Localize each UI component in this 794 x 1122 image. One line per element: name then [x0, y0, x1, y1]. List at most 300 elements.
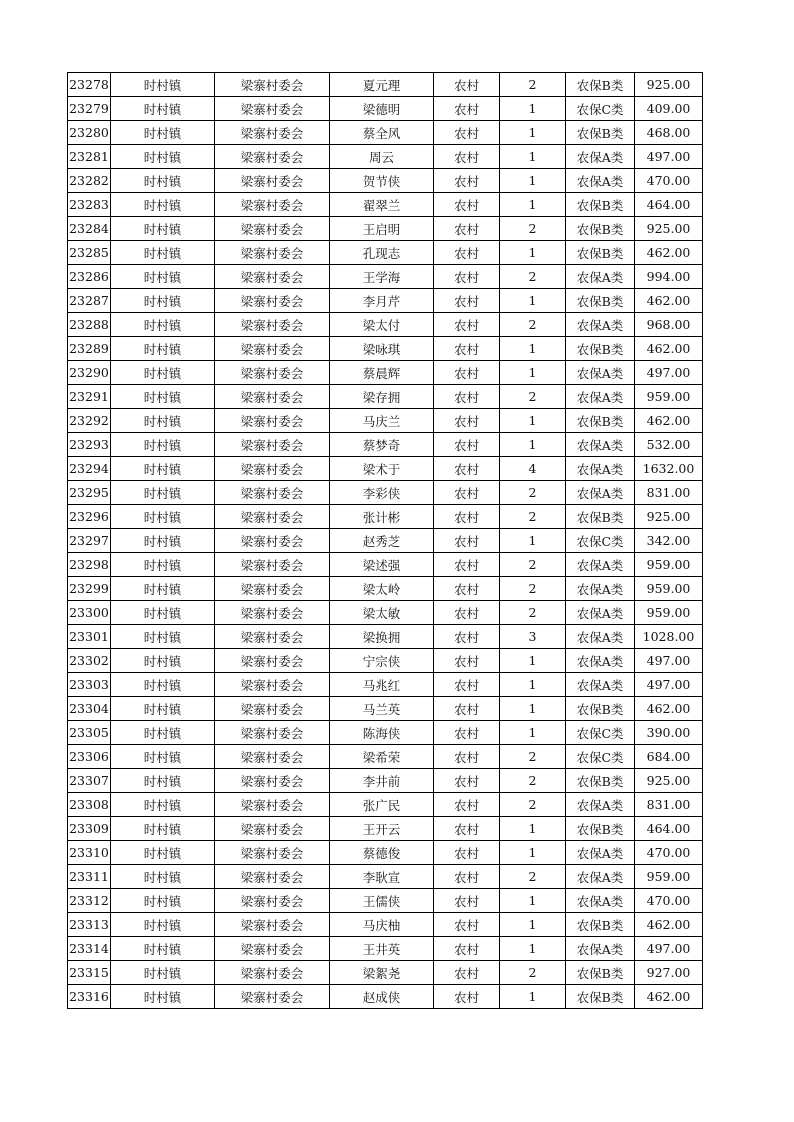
member-count-cell: 1 [500, 913, 566, 937]
village-committee-cell: 梁寨村委会 [215, 409, 330, 433]
household-type-cell: 农村 [434, 553, 500, 577]
town-cell: 时村镇 [111, 73, 215, 97]
record-id-cell: 23293 [68, 433, 111, 457]
table-row [68, 793, 703, 817]
town-cell: 时村镇 [111, 433, 215, 457]
village-committee-cell: 梁寨村委会 [215, 457, 330, 481]
record-id-cell: 23287 [68, 289, 111, 313]
record-id-cell: 23303 [68, 673, 111, 697]
insurance-category-cell: 农保C类 [566, 97, 635, 121]
member-count-cell: 1 [500, 193, 566, 217]
insurance-category-cell: 农保B类 [566, 217, 635, 241]
insurance-category-cell: 农保B类 [566, 73, 635, 97]
person-name-cell: 梁咏琪 [330, 337, 434, 361]
household-type-cell: 农村 [434, 457, 500, 481]
town-cell: 时村镇 [111, 121, 215, 145]
amount-cell: 497.00 [635, 673, 703, 697]
member-count-cell: 2 [500, 265, 566, 289]
village-committee-cell: 梁寨村委会 [215, 985, 330, 1009]
table-row [68, 745, 703, 769]
household-type-cell: 农村 [434, 265, 500, 289]
amount-cell: 470.00 [635, 841, 703, 865]
person-name-cell: 蔡晨辉 [330, 361, 434, 385]
member-count-cell: 1 [500, 985, 566, 1009]
household-type-cell: 农村 [434, 529, 500, 553]
table-row [68, 361, 703, 385]
household-type-cell: 农村 [434, 937, 500, 961]
village-committee-cell: 梁寨村委会 [215, 289, 330, 313]
amount-cell: 925.00 [635, 505, 703, 529]
household-type-cell: 农村 [434, 73, 500, 97]
person-name-cell: 梁希荣 [330, 745, 434, 769]
town-cell: 时村镇 [111, 841, 215, 865]
person-name-cell: 翟翠兰 [330, 193, 434, 217]
member-count-cell: 2 [500, 505, 566, 529]
record-id-cell: 23311 [68, 865, 111, 889]
town-cell: 时村镇 [111, 337, 215, 361]
amount-cell: 497.00 [635, 937, 703, 961]
insurance-category-cell: 农保B类 [566, 913, 635, 937]
table-row [68, 937, 703, 961]
person-name-cell: 李彩侠 [330, 481, 434, 505]
amount-cell: 497.00 [635, 649, 703, 673]
member-count-cell: 1 [500, 145, 566, 169]
member-count-cell: 1 [500, 697, 566, 721]
table-row [68, 865, 703, 889]
record-id-cell: 23315 [68, 961, 111, 985]
amount-cell: 831.00 [635, 481, 703, 505]
insurance-category-cell: 农保B类 [566, 409, 635, 433]
insurance-category-cell: 农保B类 [566, 193, 635, 217]
village-committee-cell: 梁寨村委会 [215, 913, 330, 937]
person-name-cell: 周云 [330, 145, 434, 169]
person-name-cell: 张广民 [330, 793, 434, 817]
record-id-cell: 23286 [68, 265, 111, 289]
member-count-cell: 1 [500, 169, 566, 193]
amount-cell: 464.00 [635, 817, 703, 841]
record-id-cell: 23279 [68, 97, 111, 121]
table-row [68, 625, 703, 649]
person-name-cell: 李月芹 [330, 289, 434, 313]
town-cell: 时村镇 [111, 217, 215, 241]
town-cell: 时村镇 [111, 529, 215, 553]
member-count-cell: 2 [500, 73, 566, 97]
insurance-category-cell: 农保A类 [566, 385, 635, 409]
table-row [68, 385, 703, 409]
record-id-cell: 23291 [68, 385, 111, 409]
member-count-cell: 2 [500, 865, 566, 889]
village-committee-cell: 梁寨村委会 [215, 337, 330, 361]
record-id-cell: 23300 [68, 601, 111, 625]
table-body [68, 73, 703, 1009]
insurance-category-cell: 农保B类 [566, 241, 635, 265]
amount-cell: 1632.00 [635, 457, 703, 481]
village-committee-cell: 梁寨村委会 [215, 601, 330, 625]
village-committee-cell: 梁寨村委会 [215, 817, 330, 841]
town-cell: 时村镇 [111, 169, 215, 193]
household-type-cell: 农村 [434, 169, 500, 193]
amount-cell: 497.00 [635, 361, 703, 385]
person-name-cell: 马庆柚 [330, 913, 434, 937]
insurance-category-cell: 农保A类 [566, 145, 635, 169]
village-committee-cell: 梁寨村委会 [215, 577, 330, 601]
person-name-cell: 孔现志 [330, 241, 434, 265]
village-committee-cell: 梁寨村委会 [215, 217, 330, 241]
town-cell: 时村镇 [111, 577, 215, 601]
town-cell: 时村镇 [111, 505, 215, 529]
insurance-category-cell: 农保A类 [566, 313, 635, 337]
village-committee-cell: 梁寨村委会 [215, 385, 330, 409]
table-row [68, 457, 703, 481]
insurance-category-cell: 农保B类 [566, 961, 635, 985]
household-type-cell: 农村 [434, 793, 500, 817]
household-type-cell: 农村 [434, 193, 500, 217]
village-committee-cell: 梁寨村委会 [215, 505, 330, 529]
town-cell: 时村镇 [111, 769, 215, 793]
record-id-cell: 23278 [68, 73, 111, 97]
household-type-cell: 农村 [434, 769, 500, 793]
insurance-category-cell: 农保A类 [566, 169, 635, 193]
household-type-cell: 农村 [434, 601, 500, 625]
household-type-cell: 农村 [434, 409, 500, 433]
village-committee-cell: 梁寨村委会 [215, 265, 330, 289]
amount-cell: 409.00 [635, 97, 703, 121]
table-row [68, 673, 703, 697]
member-count-cell: 2 [500, 385, 566, 409]
table-row [68, 73, 703, 97]
record-id-cell: 23295 [68, 481, 111, 505]
town-cell: 时村镇 [111, 673, 215, 697]
insurance-category-cell: 农保A类 [566, 553, 635, 577]
record-id-cell: 23316 [68, 985, 111, 1009]
record-id-cell: 23314 [68, 937, 111, 961]
household-type-cell: 农村 [434, 721, 500, 745]
town-cell: 时村镇 [111, 697, 215, 721]
table-row [68, 553, 703, 577]
record-id-cell: 23283 [68, 193, 111, 217]
table-row [68, 217, 703, 241]
town-cell: 时村镇 [111, 553, 215, 577]
amount-cell: 468.00 [635, 121, 703, 145]
household-type-cell: 农村 [434, 649, 500, 673]
table-row [68, 889, 703, 913]
person-name-cell: 梁德明 [330, 97, 434, 121]
village-committee-cell: 梁寨村委会 [215, 361, 330, 385]
member-count-cell: 2 [500, 601, 566, 625]
table-row [68, 313, 703, 337]
household-type-cell: 农村 [434, 289, 500, 313]
record-id-cell: 23302 [68, 649, 111, 673]
table-row [68, 193, 703, 217]
table-row [68, 337, 703, 361]
person-name-cell: 李井前 [330, 769, 434, 793]
person-name-cell: 蔡梦奇 [330, 433, 434, 457]
person-name-cell: 贺节侠 [330, 169, 434, 193]
insurance-category-cell: 农保A类 [566, 433, 635, 457]
person-name-cell: 梁太付 [330, 313, 434, 337]
household-type-cell: 农村 [434, 217, 500, 241]
table-row [68, 529, 703, 553]
record-id-cell: 23280 [68, 121, 111, 145]
town-cell: 时村镇 [111, 97, 215, 121]
insurance-category-cell: 农保B类 [566, 505, 635, 529]
record-id-cell: 23310 [68, 841, 111, 865]
household-type-cell: 农村 [434, 865, 500, 889]
amount-cell: 342.00 [635, 529, 703, 553]
town-cell: 时村镇 [111, 409, 215, 433]
amount-cell: 927.00 [635, 961, 703, 985]
person-name-cell: 王儒侠 [330, 889, 434, 913]
member-count-cell: 1 [500, 937, 566, 961]
amount-cell: 497.00 [635, 145, 703, 169]
amount-cell: 959.00 [635, 553, 703, 577]
person-name-cell: 宁宗侠 [330, 649, 434, 673]
record-id-cell: 23294 [68, 457, 111, 481]
village-committee-cell: 梁寨村委会 [215, 673, 330, 697]
insurance-category-cell: 农保A类 [566, 793, 635, 817]
amount-cell: 1028.00 [635, 625, 703, 649]
village-committee-cell: 梁寨村委会 [215, 793, 330, 817]
table-row [68, 121, 703, 145]
village-committee-cell: 梁寨村委会 [215, 745, 330, 769]
amount-cell: 464.00 [635, 193, 703, 217]
household-type-cell: 农村 [434, 145, 500, 169]
amount-cell: 959.00 [635, 577, 703, 601]
person-name-cell: 陈海侠 [330, 721, 434, 745]
person-name-cell: 赵秀芝 [330, 529, 434, 553]
insurance-category-cell: 农保B类 [566, 289, 635, 313]
village-committee-cell: 梁寨村委会 [215, 97, 330, 121]
household-type-cell: 农村 [434, 985, 500, 1009]
village-committee-cell: 梁寨村委会 [215, 241, 330, 265]
insurance-category-cell: 农保A类 [566, 649, 635, 673]
household-type-cell: 农村 [434, 121, 500, 145]
household-type-cell: 农村 [434, 313, 500, 337]
person-name-cell: 马兆红 [330, 673, 434, 697]
insurance-category-cell: 农保A类 [566, 625, 635, 649]
table-row [68, 649, 703, 673]
insurance-category-cell: 农保A类 [566, 937, 635, 961]
record-id-cell: 23285 [68, 241, 111, 265]
person-name-cell: 赵成侠 [330, 985, 434, 1009]
table-row [68, 409, 703, 433]
insurance-category-cell: 农保C类 [566, 745, 635, 769]
household-type-cell: 农村 [434, 841, 500, 865]
town-cell: 时村镇 [111, 145, 215, 169]
amount-cell: 470.00 [635, 889, 703, 913]
village-committee-cell: 梁寨村委会 [215, 313, 330, 337]
insurance-category-cell: 农保C类 [566, 721, 635, 745]
town-cell: 时村镇 [111, 721, 215, 745]
town-cell: 时村镇 [111, 385, 215, 409]
village-committee-cell: 梁寨村委会 [215, 697, 330, 721]
record-id-cell: 23289 [68, 337, 111, 361]
village-committee-cell: 梁寨村委会 [215, 721, 330, 745]
table-row [68, 433, 703, 457]
town-cell: 时村镇 [111, 193, 215, 217]
village-committee-cell: 梁寨村委会 [215, 169, 330, 193]
village-committee-cell: 梁寨村委会 [215, 529, 330, 553]
amount-cell: 462.00 [635, 913, 703, 937]
town-cell: 时村镇 [111, 457, 215, 481]
table-row [68, 841, 703, 865]
village-committee-cell: 梁寨村委会 [215, 625, 330, 649]
household-type-cell: 农村 [434, 481, 500, 505]
household-type-cell: 农村 [434, 337, 500, 361]
town-cell: 时村镇 [111, 289, 215, 313]
person-name-cell: 梁太岭 [330, 577, 434, 601]
table-row [68, 769, 703, 793]
amount-cell: 462.00 [635, 289, 703, 313]
member-count-cell: 2 [500, 745, 566, 769]
town-cell: 时村镇 [111, 745, 215, 769]
village-committee-cell: 梁寨村委会 [215, 553, 330, 577]
table-row [68, 961, 703, 985]
household-type-cell: 农村 [434, 361, 500, 385]
person-name-cell: 蔡全风 [330, 121, 434, 145]
village-committee-cell: 梁寨村委会 [215, 121, 330, 145]
person-name-cell: 梁太敏 [330, 601, 434, 625]
town-cell: 时村镇 [111, 649, 215, 673]
member-count-cell: 1 [500, 841, 566, 865]
record-id-cell: 23299 [68, 577, 111, 601]
household-type-cell: 农村 [434, 625, 500, 649]
table-row [68, 505, 703, 529]
member-count-cell: 1 [500, 289, 566, 313]
village-committee-cell: 梁寨村委会 [215, 961, 330, 985]
insurance-category-cell: 农保A类 [566, 673, 635, 697]
amount-cell: 462.00 [635, 985, 703, 1009]
town-cell: 时村镇 [111, 265, 215, 289]
assistance-table [67, 72, 703, 1009]
member-count-cell: 1 [500, 121, 566, 145]
town-cell: 时村镇 [111, 481, 215, 505]
amount-cell: 959.00 [635, 385, 703, 409]
table-row [68, 145, 703, 169]
amount-cell: 925.00 [635, 73, 703, 97]
table-row [68, 985, 703, 1009]
insurance-category-cell: 农保A类 [566, 865, 635, 889]
table-row [68, 169, 703, 193]
person-name-cell: 张计彬 [330, 505, 434, 529]
insurance-category-cell: 农保C类 [566, 529, 635, 553]
person-name-cell: 李耿宣 [330, 865, 434, 889]
record-id-cell: 23304 [68, 697, 111, 721]
insurance-category-cell: 农保B类 [566, 121, 635, 145]
person-name-cell: 梁换拥 [330, 625, 434, 649]
household-type-cell: 农村 [434, 673, 500, 697]
amount-cell: 462.00 [635, 337, 703, 361]
insurance-category-cell: 农保A类 [566, 481, 635, 505]
town-cell: 时村镇 [111, 913, 215, 937]
town-cell: 时村镇 [111, 985, 215, 1009]
household-type-cell: 农村 [434, 913, 500, 937]
amount-cell: 462.00 [635, 409, 703, 433]
town-cell: 时村镇 [111, 313, 215, 337]
household-type-cell: 农村 [434, 817, 500, 841]
household-type-cell: 农村 [434, 961, 500, 985]
town-cell: 时村镇 [111, 241, 215, 265]
amount-cell: 684.00 [635, 745, 703, 769]
town-cell: 时村镇 [111, 961, 215, 985]
insurance-category-cell: 农保B类 [566, 697, 635, 721]
member-count-cell: 1 [500, 361, 566, 385]
record-id-cell: 23309 [68, 817, 111, 841]
village-committee-cell: 梁寨村委会 [215, 73, 330, 97]
village-committee-cell: 梁寨村委会 [215, 841, 330, 865]
village-committee-cell: 梁寨村委会 [215, 769, 330, 793]
member-count-cell: 1 [500, 337, 566, 361]
record-id-cell: 23298 [68, 553, 111, 577]
member-count-cell: 1 [500, 889, 566, 913]
record-id-cell: 23292 [68, 409, 111, 433]
record-id-cell: 23282 [68, 169, 111, 193]
person-name-cell: 王学海 [330, 265, 434, 289]
table-row [68, 697, 703, 721]
insurance-category-cell: 农保A类 [566, 361, 635, 385]
person-name-cell: 夏元理 [330, 73, 434, 97]
member-count-cell: 2 [500, 313, 566, 337]
insurance-category-cell: 农保B类 [566, 817, 635, 841]
member-count-cell: 1 [500, 649, 566, 673]
amount-cell: 462.00 [635, 241, 703, 265]
insurance-category-cell: 农保A类 [566, 457, 635, 481]
member-count-cell: 2 [500, 577, 566, 601]
person-name-cell: 梁术于 [330, 457, 434, 481]
insurance-category-cell: 农保A类 [566, 601, 635, 625]
person-name-cell: 蔡德俊 [330, 841, 434, 865]
member-count-cell: 1 [500, 529, 566, 553]
village-committee-cell: 梁寨村委会 [215, 481, 330, 505]
record-id-cell: 23288 [68, 313, 111, 337]
table-row [68, 577, 703, 601]
insurance-category-cell: 农保A类 [566, 889, 635, 913]
insurance-category-cell: 农保A类 [566, 265, 635, 289]
household-type-cell: 农村 [434, 97, 500, 121]
town-cell: 时村镇 [111, 937, 215, 961]
record-id-cell: 23284 [68, 217, 111, 241]
table-row [68, 289, 703, 313]
member-count-cell: 2 [500, 481, 566, 505]
amount-cell: 532.00 [635, 433, 703, 457]
village-committee-cell: 梁寨村委会 [215, 145, 330, 169]
village-committee-cell: 梁寨村委会 [215, 193, 330, 217]
person-name-cell: 王开云 [330, 817, 434, 841]
member-count-cell: 1 [500, 433, 566, 457]
person-name-cell: 马兰英 [330, 697, 434, 721]
member-count-cell: 2 [500, 217, 566, 241]
amount-cell: 925.00 [635, 217, 703, 241]
member-count-cell: 3 [500, 625, 566, 649]
member-count-cell: 1 [500, 673, 566, 697]
insurance-category-cell: 农保B类 [566, 985, 635, 1009]
member-count-cell: 1 [500, 97, 566, 121]
record-id-cell: 23290 [68, 361, 111, 385]
member-count-cell: 1 [500, 817, 566, 841]
member-count-cell: 2 [500, 769, 566, 793]
household-type-cell: 农村 [434, 577, 500, 601]
amount-cell: 925.00 [635, 769, 703, 793]
village-committee-cell: 梁寨村委会 [215, 865, 330, 889]
town-cell: 时村镇 [111, 793, 215, 817]
record-id-cell: 23301 [68, 625, 111, 649]
insurance-category-cell: 农保A类 [566, 577, 635, 601]
household-type-cell: 农村 [434, 697, 500, 721]
table-row [68, 601, 703, 625]
household-type-cell: 农村 [434, 241, 500, 265]
household-type-cell: 农村 [434, 505, 500, 529]
insurance-category-cell: 农保B类 [566, 337, 635, 361]
